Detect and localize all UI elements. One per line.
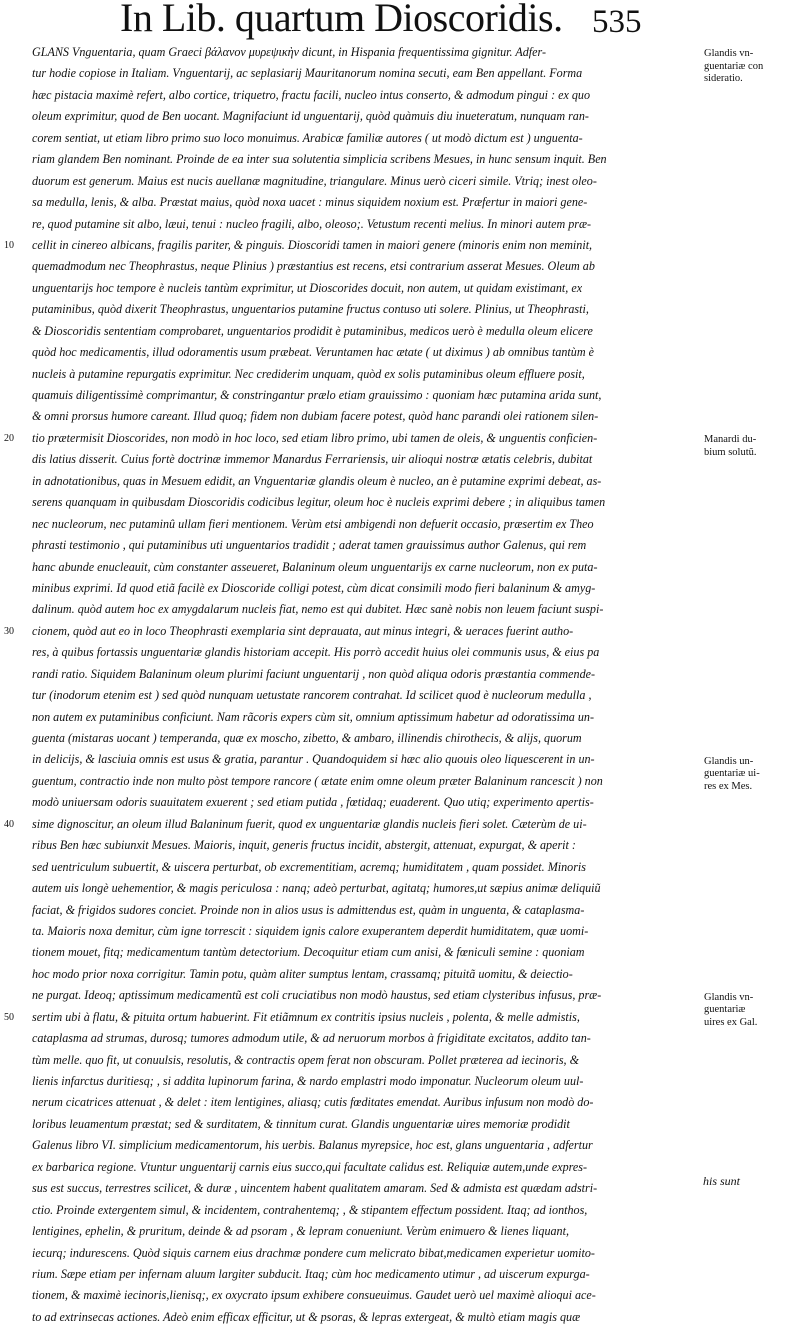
note-manardi	[704, 434, 786, 459]
text-line: rium. Sæpe etiam per infernam aluum largiter subducit. Itaq; cùm hoc medicamento utimur , ad uiscerum expurga-	[32, 1266, 590, 1281]
text-line: re, quod putamine sit albo, læui, tenui : nucleo fragili, albo, oleoso;. Vetustum recenti melius. In minori autem præ-	[32, 216, 592, 231]
text-line: oleum exprimitur, quod de Ben uocant. Magnifaciunt id unguentarij, quòd quàmuis diu inueteratum, nunquam ran-	[32, 109, 589, 124]
text-line: guenta (mistaras uocant ) temperanda, quæ ex moscho, zibetto, & ambaro, illinendis chirothecis, & alijs, quorum	[32, 731, 582, 745]
note-mesue	[704, 756, 786, 794]
text-line: sime dignoscitur, an oleum illud Balaninum fuerit, quod ex unguentariæ glandis nucleis fieri solet. Cæterùm de ui-	[32, 816, 587, 831]
note-line: Glandis vn-	[704, 991, 754, 1003]
text-line: lienis infarctus duritiesq; , si addita lupinorum farina, & nardo emplastri modo imponatur. Nucleorum oleum uul-	[32, 1074, 584, 1088]
text-line: hoc modo prior noxa corrigitur. Tamin potu, quàm aliter sumptus lentam, crassamq; pituitã uomitu, & deiectio-	[32, 966, 573, 981]
text-line: unguentarijs hoc tempore è nucleis tantùm exprimitur, ut Dioscorides docuit, non autem, ut quidam existimant, ex	[32, 280, 583, 295]
catchword: his sunt	[703, 1174, 741, 1188]
text-line: non autem ex putaminibus conficiunt. Nam rãcoris expers cùm sit, omnium aptissimum habetur ad odoratissima un-	[32, 709, 594, 724]
text-line: tionem mouet, fitq; medicamentum tantùm detectorium. Decoquitur etiam cum anisi, & fœniculi semine : quoniam	[32, 945, 585, 960]
text-line: ctio. Proinde extergentem simul, & incidentem, contrahentemq; , & stipantem effectum possident. Itaq; ad ionthos,	[32, 1202, 588, 1217]
text-line: tionem, & maximè iecinoris,lienisq;, ex oxycrato ipsum exhibere consueuimus. Gaudet uerò uel maximè alioqui ace-	[32, 1288, 596, 1303]
note-line: guentariæ ui-	[704, 768, 760, 780]
text-line: in delicijs, & lasciuia omnis est usus & gratia, parantur . Quandoquidem si hæc alio quouis oleo liquescerent in un-	[32, 752, 595, 767]
text-line: sertim ubi à flatu, & pituita ortum habuerint. Fit etiãmnum ex contritis ipsius nucleis , polenta, & melle admistis,	[32, 1009, 580, 1024]
text-line: ribus Ben hæc subiunxit Mesues. Maioris, inquit, generis fructus incidit, abstergit, attenuat, expurgat, & aperit :	[32, 838, 576, 853]
note-line: sideratio.	[704, 73, 743, 84]
text-line: res, à quibus fortassis unguentariæ glandis historiam accepit. His porrò accedit huius olei communis usus, & eius pa	[32, 645, 600, 660]
page-header	[0, 0, 787, 40]
text-line: minibus exprimi. Id quod etiã facilè ex Dioscoride colligi potest, cùm dicat consimili modo fieri balaninum & amyg-	[32, 580, 596, 595]
text-line: quòd hoc medicamentis, illud odoramentis usum præbeat. Veruntamen hac ætate ( ut diximus ) ab omnibus tantùm è	[32, 345, 594, 360]
text-line: faciat, & frigidos sudores conciet. Proinde non in alios usus is admittendus est, quàm in unguenta, & cataplasma-	[32, 902, 585, 917]
text-line: nerum cicatrices attenuat , & delet : item lentigines, aliasq; cutis fœditates emendat. Auribus infusum non modò do-	[32, 1095, 594, 1110]
note-line: guentariæ	[704, 1004, 746, 1016]
main-text	[32, 42, 697, 1328]
text-line: sus est succus, terrestres scilicet, & duræ , uincentem habent qualitatem amaram. Sed & admista est quædam adstri-	[32, 1181, 598, 1196]
text-line: riam glandem Ben nominant. Proinde de ea inter sua solutentia simplicia scribens Mesues, in hunc sensum inquit. Ben	[32, 152, 607, 167]
note-line: uires ex Gal.	[704, 1016, 758, 1028]
note-line: guentariæ con	[704, 60, 764, 72]
text-line: & Dioscoridis sententiam comprobaret, unguentarios prodidit è putaminibus, medicos uerò è medulla oleum elicere	[32, 323, 593, 338]
note-galen	[704, 992, 786, 1030]
note-line: Glandis vn-	[704, 48, 754, 59]
text-line: sed uentriculum subuertit, & uiscera perturbat, ob excrementitiam, acremq; humiditatem , quam possidet. Minoris	[32, 859, 587, 874]
text-line: duorum est generum. Maius est nucis auellanæ magnitudine, triangulare. Minus uerò ciceri simile. Vtriq; inest oleo-	[32, 173, 597, 188]
line-number: 50	[4, 1012, 14, 1024]
text-line: Galenus libro VI. simplicium medicamentorum, his uerbis. Balanus myrepsice, hoc est, glans unguentaria , adfertur	[32, 1138, 593, 1153]
text-line: randi ratio. Siquidem Balaninum oleum plurimi faciunt unguentarij , non quòd aliqua odoris præstantia commende-	[32, 666, 596, 681]
line-number: 40	[4, 819, 14, 831]
text-line: in adnotationibus, quas in Mesuem edidit, an Vnguentariæ glandis oleum è nucleo, an è putamine exprimi debeat, as-	[32, 473, 602, 488]
text-line: hanc abunde enucleauit, cùm constanter asseueret, Balaninum oleum unguentarijs ex carne nucleorum, non ex puta-	[32, 559, 598, 574]
line-number: 30	[4, 626, 14, 638]
text-line: loribus leuamentum præstat; sed & surditatem, & tinnitum curat. Glandis unguentariæ uires memoriæ prodidit	[32, 1116, 570, 1131]
text-line: tur hodie copiose in Italiam. Vnguentarij, ac seplasiarij Mauritanorum nomina secuti, eam Ben appellant. Forma	[32, 66, 583, 81]
text-line: quemadmodum nec Theophrastus, neque Plinius ) præstantius est recens, etsi contrarium asserat Mesues. Oleum ab	[32, 259, 595, 274]
text-line: nucleis à putamine repurgatis exprimitur. Nec crediderim unquam, quòd ex solis putaminibus oleum effluere posit,	[32, 366, 585, 381]
text-line: GLANS Vnguentaria, quam Graeci βάλανον μυρεψικὴν dicunt, in Hispania frequentissima gignitur. Adfer-	[32, 45, 547, 59]
text-line: cionem, quòd aut eo in loco Theophrasti exemplaria sint deprauata, aut minus integri, & ueraces fuerint autho-	[32, 623, 574, 638]
note-line: Glandis un-	[704, 755, 754, 767]
note-line: Manardi du-	[704, 434, 757, 446]
text-line: tio prætermisit Dioscorides, non modò in hoc loco, sed etiam libro primo, ubi tamen de oleis, & unguentis conficien-	[32, 430, 598, 445]
text-line: autem uis longè uehementior, & magis periculosa : nanq; adeò perturbat, agitatq; humores,ut sæpius animæ deliquiũ	[32, 881, 601, 896]
text-line: lentigines, ephelin, & pruritum, deinde & ad psoram , & lepram conueniunt. Verùm enimuero & lienes liquant,	[32, 1224, 569, 1239]
text-line: phrasti testimonio , qui putaminibus uti unguentarios tradidit ; aderat tamen grauissimus author Galenus, qui rem	[32, 538, 587, 553]
running-title: In Lib. quartum Dioscoridis.	[120, 0, 563, 40]
text-line: corem sentiat, ut etiam libro primo suo loco monuimus. Arabicæ familiæ autores ( ut modò dictum est ) unguenta-	[32, 130, 583, 145]
text-line: ex barbarica regione. Vtuntur unguentarij carnis eius succo,qui facultate calidus est. Reliquiæ autem,unde expres-	[32, 1159, 587, 1174]
line-number: 10	[4, 240, 14, 252]
text-line: & omni prorsus humore careant. Illud quoq; fidem non dubiam facere potest, quòd hanc parandi olei rationem silen-	[32, 409, 599, 424]
text-line: cataplasma ad strumas, durosq; tumores admodum utile, & ad neruorum morbos à frigiditate excitatos, addito tan-	[32, 1031, 591, 1046]
line-number: 20	[4, 433, 14, 445]
text-line: cellit in cinereo albicans, fragilis pariter, & pinguis. Dioscoridi tamen in maiori genere (minoris enim non meminit,	[32, 237, 593, 252]
note-glandis-unguentariae	[704, 48, 786, 86]
text-line: putaminibus, quòd dixerit Theophrastus, unguentarios putamine fructus contuso uti solere. Plinius, ut Theophrasti,	[32, 302, 589, 317]
page-number: 535	[592, 4, 642, 40]
text-line: to ad extrinsecas actiones. Adeò enim efficax efficitur, ut & psoras, & lepras extergeat, & multò etiam magis quæ	[32, 1309, 581, 1324]
text-line: tur (inodorum etenim est ) sed quòd nunquam uetustate rancorem contrahat. Id scilicet quod è nucleorum medulla ,	[32, 688, 592, 703]
note-line: res ex Mes.	[704, 780, 753, 792]
text-line: dalinum. quòd autem hoc ex amygdalarum nucleis fiat, nemo est qui dubitet. Hæc sanè nobis non leuem faciunt suspi-	[32, 602, 604, 617]
text-line: nec nucleorum, nec putaminû ullam fieri mentionem. Verùm etsi ambigendi non defuerit occasio, præsertim ex Theo	[32, 516, 594, 531]
text-line: quamuis diligentissimè comprimantur, & constringantur prælo etiam grauissimo : quoniam hæc putamina arida sunt,	[32, 388, 602, 402]
text-line: ta. Maioris noxa demitur, cùm igne torrescit : siquidem ignis calore exuperantem deperdit humiditatem, quæ uomi-	[32, 923, 589, 938]
text-line: modò uniuersam odoris suauitatem exuerent ; sed etiam putida , fœtidaq; euaderent. Quo utiq; experimento apertis-	[32, 795, 594, 810]
text-line: serens quanquam in quibusdam Dioscoridis codicibus legitur, oleum hoc è nucleis exprimi debere ; in aliquibus tamen	[32, 495, 606, 510]
text-line: guentum, contractio inde non multo pòst tempore rancore ( ætate enim omne oleum præter Balaninum rancescit ) non	[32, 773, 603, 788]
text-line: tùm melle. quo fit, ut conuulsis, resolutis, & contractis opem ferat non obscuram. Pollet præterea ad iecinoris, &	[32, 1052, 579, 1067]
note-line: bium solutũ.	[704, 446, 757, 458]
text-line: sa medulla, lenis, & alba. Præstat maius, quòd noxa uacet : minus siquidem noxium est. Præfertur in maiori gene-	[32, 195, 588, 210]
text-line: ne purgat. Ideoq; aptissimum medicamentũ est coli cruciatibus non modò haustus, sed etiam clysteribus infusus, præ-	[32, 988, 602, 1003]
text-line: hæc pistacia maximè refert, albo cortice, triquetro, fractu facili, nucleo intus conserto, & admodum pingui : ex quo	[32, 87, 591, 102]
text-line: iecurq; indurescens. Quòd siquis carnem eius drachmæ pondere cum melicrato bibat,medicamen experietur uomito-	[32, 1245, 595, 1260]
text-line: dis latius disserit. Cuius fortè doctrinæ immemor Manardus Ferrariensis, uir alioqui nostræ ætatis celebris, dubitat	[32, 452, 593, 467]
